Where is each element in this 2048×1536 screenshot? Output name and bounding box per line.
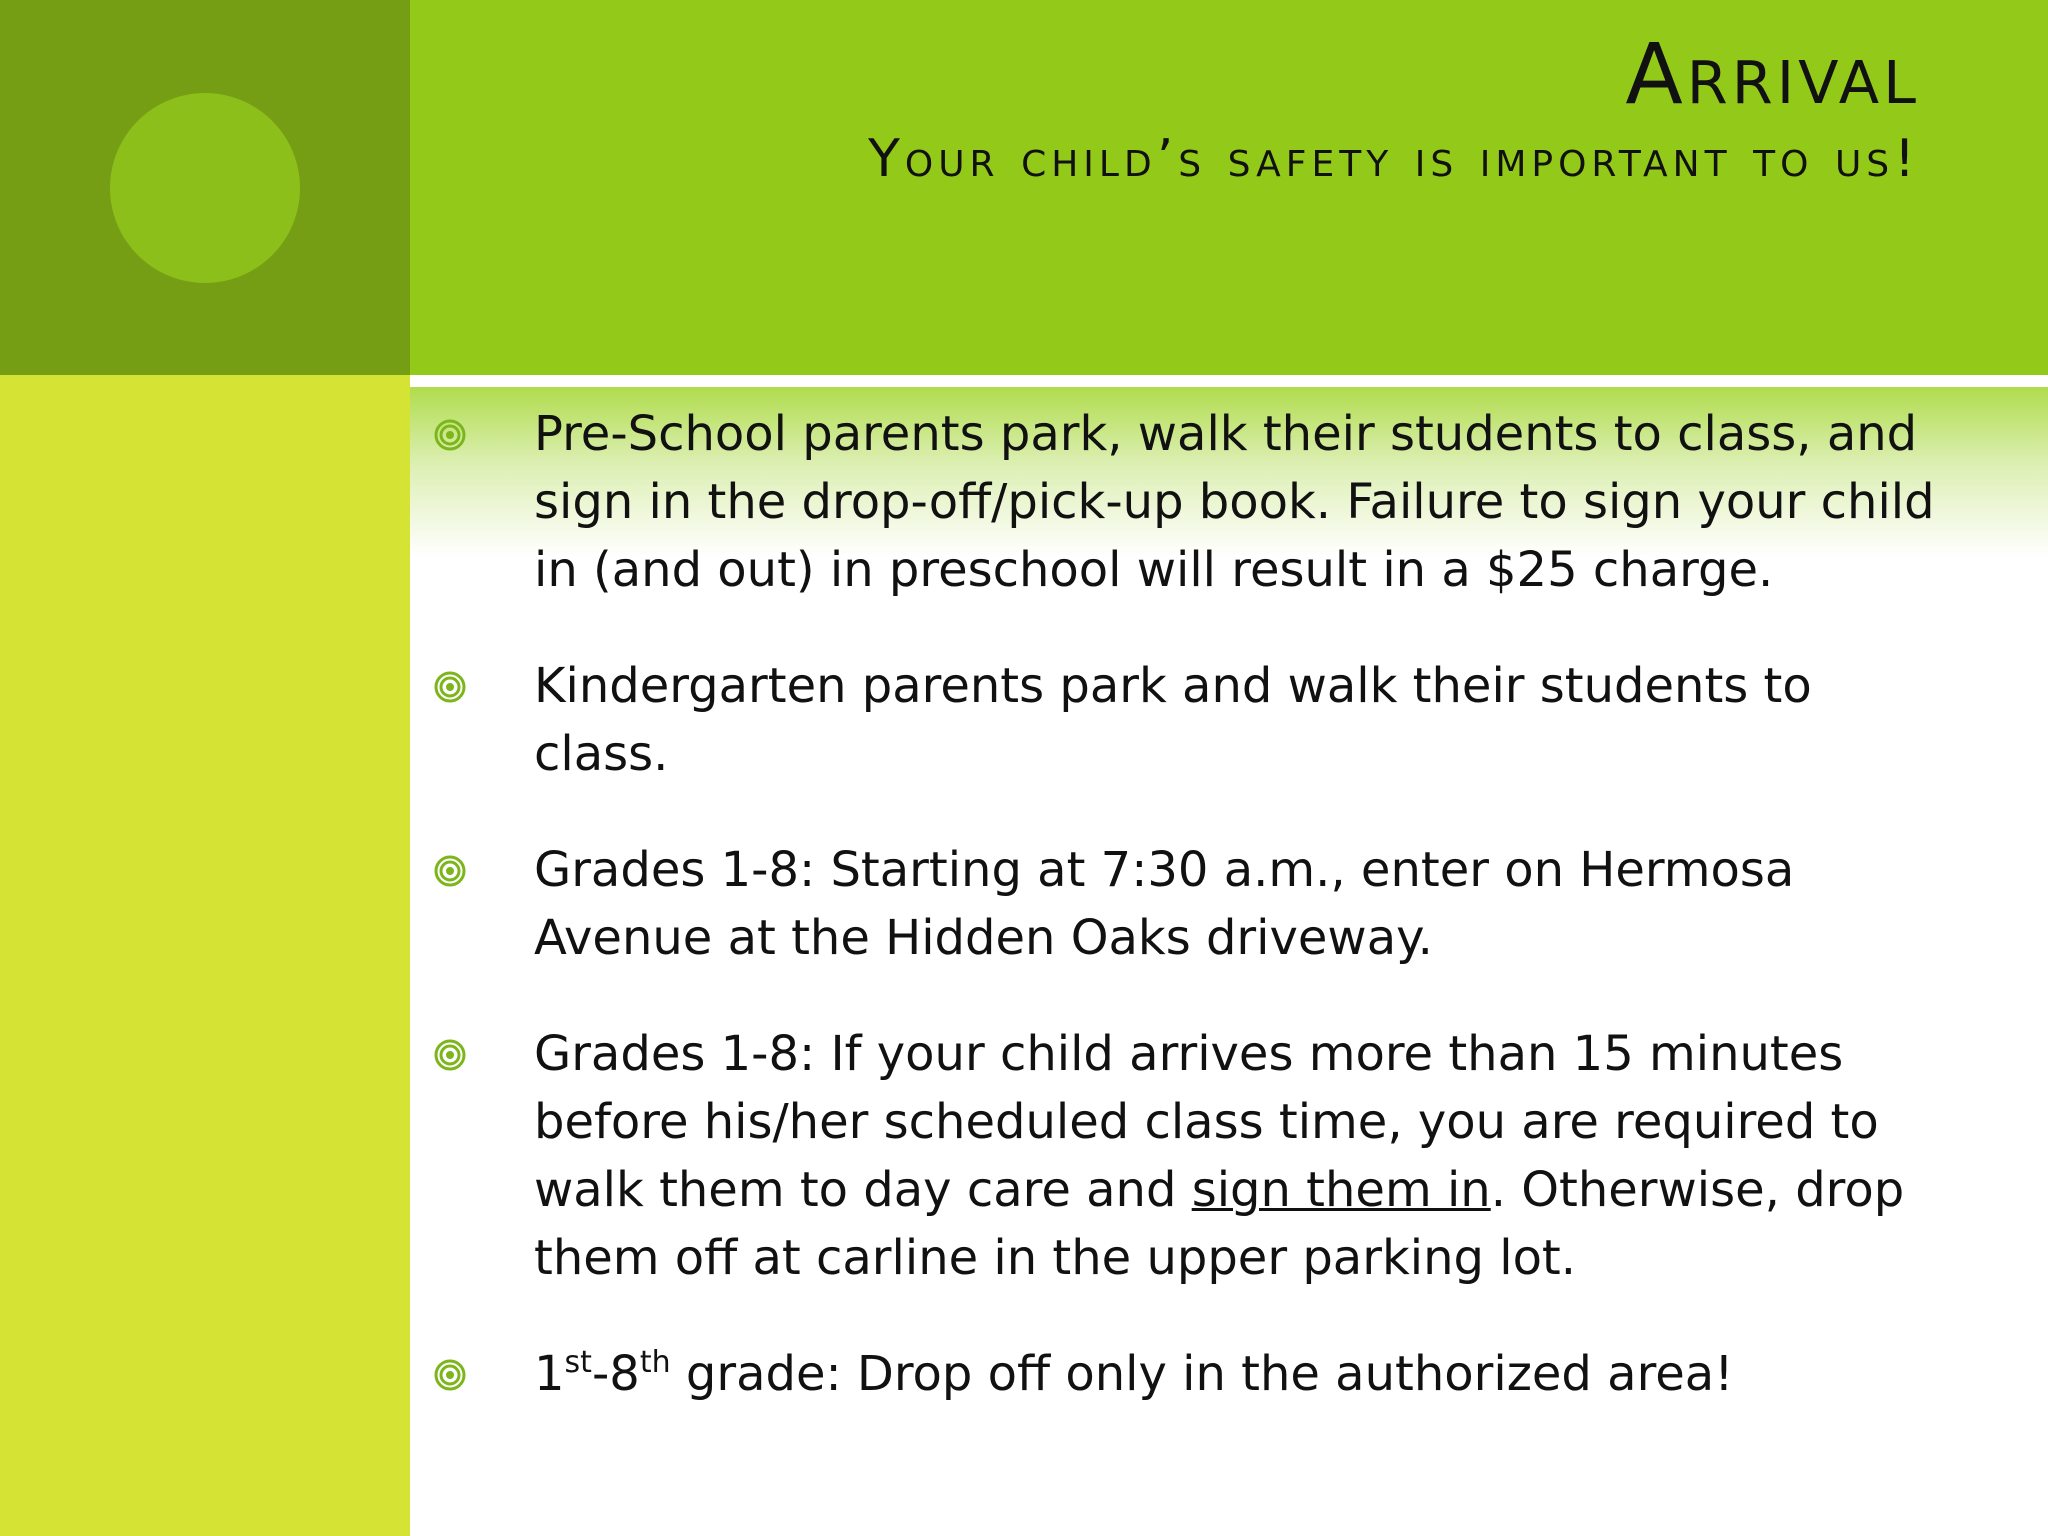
target-bullet-icon [434, 855, 466, 887]
decorative-circle [110, 93, 300, 283]
ordinal-start: 1 [534, 1346, 565, 1402]
ordinal-dash: - [591, 1346, 610, 1402]
target-bullet-icon [434, 671, 466, 703]
bullet-text-before: Grades 1-8: If your child arrives more than 15 minutes before his/her scheduled class time, you are required to walk them to day care and [534, 1026, 1879, 1218]
sign-them-in-underlined: sign them in [1191, 1162, 1491, 1218]
bullet-item-grades-entry [430, 836, 1940, 972]
bullet-text [534, 1346, 1733, 1402]
corner-block [0, 0, 410, 375]
target-bullet-icon [434, 1359, 466, 1391]
slide-subtitle: Your child’s safety is important to us! [868, 129, 1920, 189]
bullet-text: Pre-School parents park, walk their students to class, and sign in the drop-off/pick-up book. Failure to sign your child in (and out) in preschool will result in a $25 charge. [534, 406, 1935, 598]
ordinal-end-suffix: th [639, 1345, 671, 1380]
target-bullet-icon [434, 1039, 466, 1071]
bullet-item-kindergarten [430, 652, 1940, 788]
bullet-item-grades-early-arrival [430, 1020, 1940, 1292]
header-divider [410, 375, 2048, 387]
bullet-text: Grades 1-8: Starting at 7:30 a.m., enter on Hermosa Avenue at the Hidden Oaks driveway. [534, 842, 1795, 966]
bullet-text-rest: grade: Drop off only in the authorized area! [670, 1346, 1734, 1402]
bullet-list [430, 400, 1940, 1456]
bullet-text-after: . Otherwise, drop them off at carline in the upper parking lot. [534, 1162, 1905, 1286]
bullet-item-drop-off-area [430, 1340, 1940, 1408]
title-block [868, 26, 1920, 192]
left-sidebar-strip [0, 375, 410, 1536]
bullet-text: Kindergarten parents park and walk their students to class. [534, 658, 1812, 782]
target-bullet-icon [434, 419, 466, 451]
bullet-item-preschool [430, 400, 1940, 604]
slide-title: Arrival [1625, 25, 1920, 123]
ordinal-start-suffix: st [564, 1345, 592, 1380]
bullet-text [534, 1026, 1904, 1286]
ordinal-end: 8 [609, 1346, 640, 1402]
